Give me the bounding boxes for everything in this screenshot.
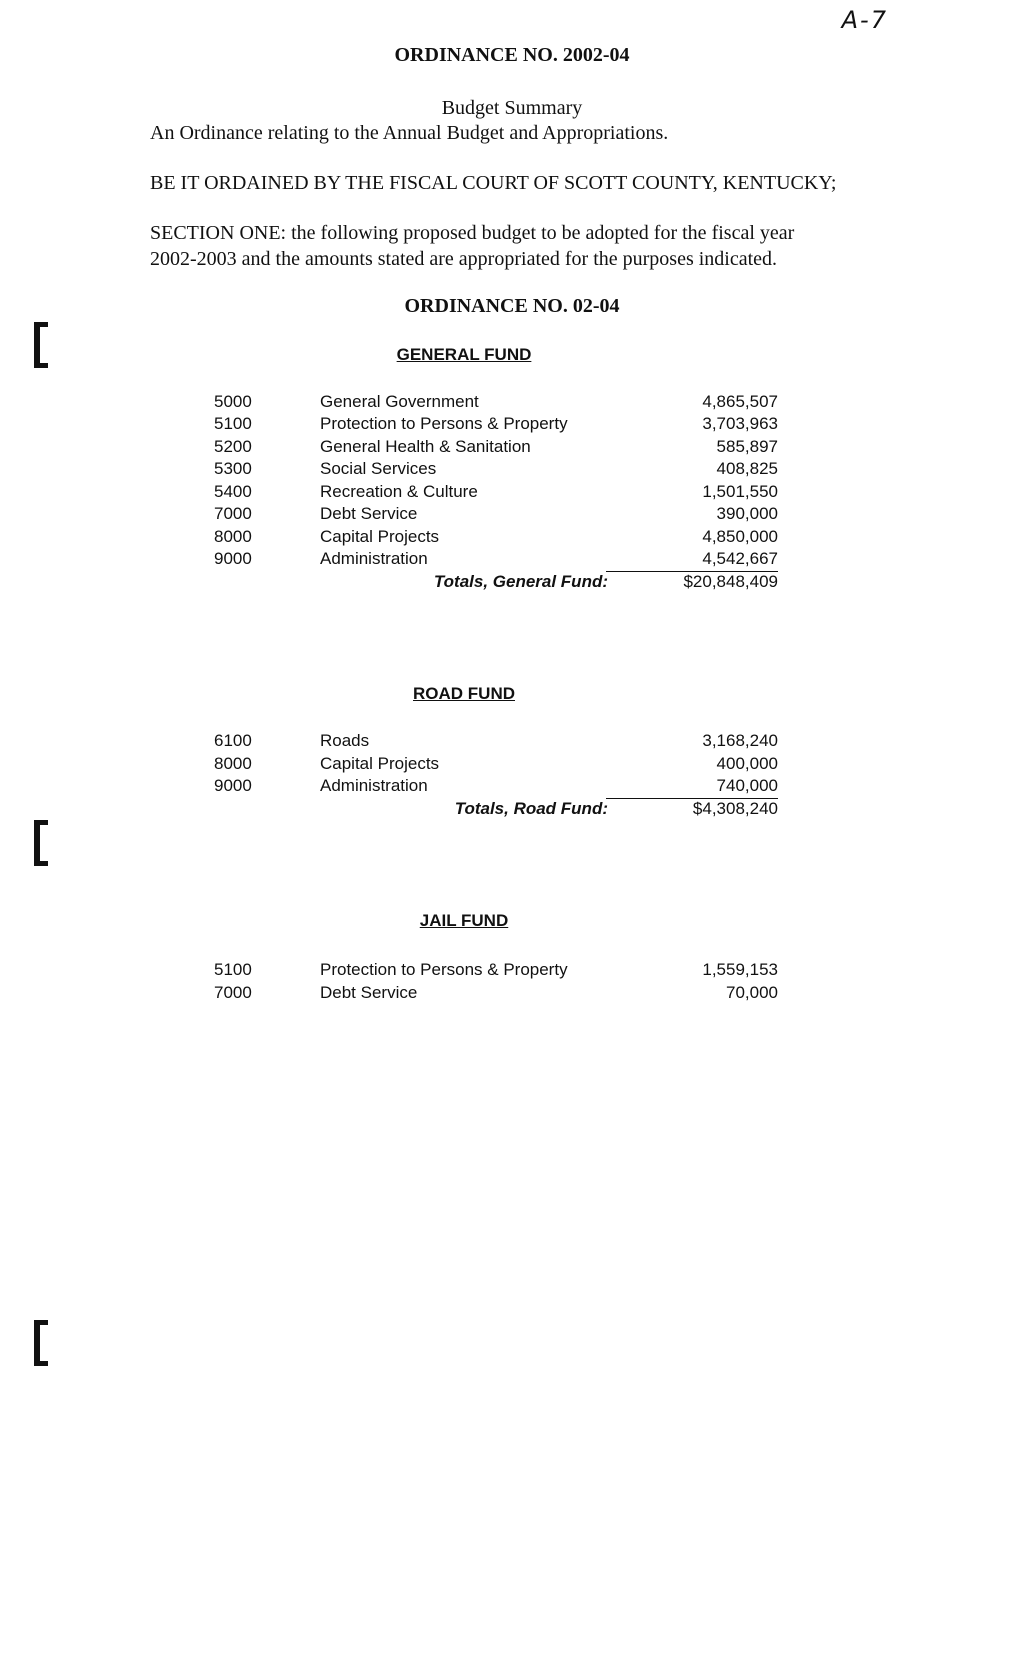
- budget-summary-subtitle: Budget Summary: [441, 97, 583, 119]
- row-code: 9000: [214, 776, 252, 795]
- row-amount: 408,825: [716, 459, 778, 478]
- row-amount: 740,000: [716, 776, 778, 795]
- row-amount: 70,000: [726, 983, 778, 1002]
- row-description: Capital Projects: [320, 527, 440, 546]
- ordinance-short-title: ORDINANCE NO. 02-04: [404, 295, 620, 317]
- table-row: [0, 776, 1024, 798]
- row-description: Roads: [320, 731, 370, 750]
- row-amount: 4,542,667: [702, 549, 778, 568]
- total-amount: $20,848,409: [683, 572, 778, 591]
- row-code: 6100: [214, 731, 252, 750]
- table-row: [0, 482, 1024, 504]
- table-row: [0, 754, 1024, 776]
- road-fund-heading: ROAD FUND: [413, 684, 515, 703]
- row-code: 8000: [214, 754, 252, 773]
- table-row: [0, 504, 1024, 526]
- row-description: Social Services: [320, 459, 437, 478]
- row-description: Debt Service: [320, 983, 418, 1002]
- total-label: Totals, General Fund:: [433, 572, 608, 591]
- row-amount: 4,865,507: [702, 392, 778, 411]
- row-code: 9000: [214, 549, 252, 568]
- table-row: [0, 437, 1024, 459]
- table-row: [0, 983, 1024, 1005]
- row-code: 5400: [214, 482, 252, 501]
- table-row: [0, 549, 1024, 571]
- section-one-line-2: 2002-2003 and the amounts stated are appropriated for the purposes indicated.: [150, 248, 778, 270]
- row-amount: 1,559,153: [702, 960, 778, 979]
- table-row: [0, 414, 1024, 436]
- total-amount: $4,308,240: [692, 799, 778, 818]
- row-amount: 3,703,963: [702, 414, 778, 433]
- total-label: Totals, Road Fund:: [454, 799, 608, 818]
- ordinance-title: ORDINANCE NO. 2002-04: [394, 44, 630, 66]
- row-code: 5000: [214, 392, 252, 411]
- row-description: Debt Service: [320, 504, 418, 523]
- row-code: 5100: [214, 960, 252, 979]
- row-code: 8000: [214, 527, 252, 546]
- row-amount: 585,897: [716, 437, 778, 456]
- general-fund-heading: GENERAL FUND: [396, 345, 532, 364]
- ordained-statement: BE IT ORDAINED BY THE FISCAL COURT OF SCOTT COUNTY, KENTUCKY;: [150, 172, 837, 194]
- row-description: Protection to Persons & Property: [320, 960, 568, 979]
- margin-bracket-mark: [34, 820, 48, 866]
- row-amount: 4,850,000: [702, 527, 778, 546]
- row-description: General Health & Sanitation: [320, 437, 531, 456]
- row-description: Capital Projects: [320, 754, 440, 773]
- page-number: A-7: [841, 6, 888, 34]
- total-row: [0, 799, 1024, 821]
- margin-bracket-mark: [34, 1320, 48, 1366]
- row-code: 7000: [214, 983, 252, 1002]
- jail-fund-heading: JAIL FUND: [419, 911, 509, 930]
- table-row: [0, 527, 1024, 549]
- row-description: Protection to Persons & Property: [320, 414, 568, 433]
- row-amount: 390,000: [716, 504, 778, 523]
- row-description: General Government: [320, 392, 479, 411]
- section-one-line-1: SECTION ONE: the following proposed budget to be adopted for the fiscal year: [150, 222, 795, 244]
- row-code: 5200: [214, 437, 252, 456]
- row-code: 7000: [214, 504, 252, 523]
- margin-bracket-mark: [34, 322, 48, 368]
- table-row: [0, 960, 1024, 982]
- table-row: [0, 392, 1024, 414]
- table-row: [0, 459, 1024, 481]
- row-code: 5100: [214, 414, 252, 433]
- row-amount: 3,168,240: [702, 731, 778, 750]
- row-amount: 400,000: [716, 754, 778, 773]
- total-row: [0, 572, 1024, 594]
- ordinance-description: An Ordinance relating to the Annual Budget and Appropriations.: [150, 122, 669, 144]
- table-row: [0, 731, 1024, 753]
- row-description: Administration: [320, 776, 428, 795]
- row-code: 5300: [214, 459, 252, 478]
- row-description: Recreation & Culture: [320, 482, 478, 501]
- row-amount: 1,501,550: [702, 482, 778, 501]
- row-description: Administration: [320, 549, 428, 568]
